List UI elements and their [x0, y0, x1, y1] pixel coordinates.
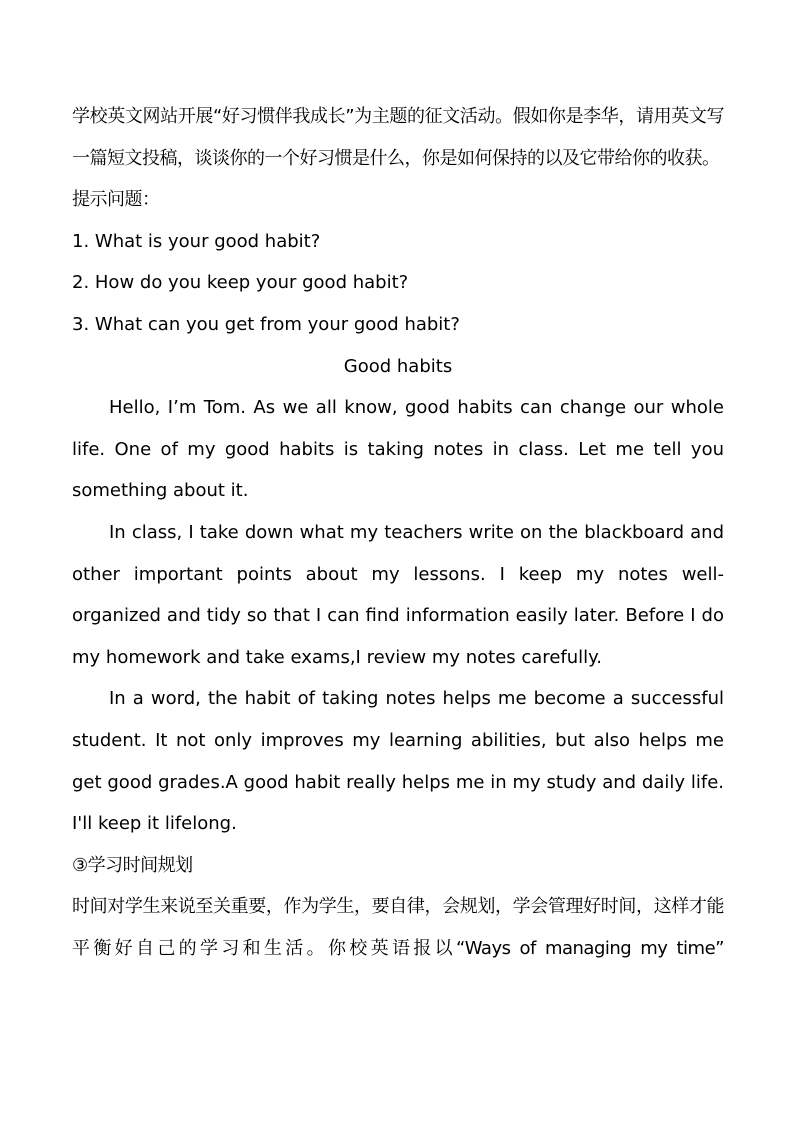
question-3: 3. What can you get from your good habit?	[72, 313, 460, 335]
document-page	[72, 96, 724, 969]
essay-paragraph-2: In class, I take down what my teachers write on the blackboard and other important points about my lessons. I keep my notes well-organized and tidy so that I can find information easily later. Before I do my homework and take exams,I review my notes carefully.	[72, 521, 724, 668]
section-3-text: 时间对学生来说至关重要，作为学生，要自律，会规划，学会管理好时间，这样才能平衡好自己的学习和生活。你校英语报以“Ways of managing my time”	[72, 896, 724, 959]
essay-paragraph-3: In a word, the habit of taking notes helps me become a successful student. It not only improves my learning abilities, but also helps me get good grades.A good habit really helps me in my study and daily life. I'll keep it lifelong.	[72, 688, 724, 835]
essay-paragraph-1: Hello, I’m Tom. As we all know, good habits can change our whole life. One of my good habits is taking notes in class. Let me tell you something about it.	[72, 397, 724, 502]
task-instructions: 学校英文网站开展“好习惯伴我成长”为主题的征文活动。假如你是李华，请用英文写一篇短文投稿，谈谈你的一个好习惯是什么，你是如何保持的以及它带给你的收获。	[72, 106, 724, 169]
prompt-label: 提示问题：	[72, 189, 160, 211]
essay-title: Good habits	[343, 355, 453, 377]
question-2: 2. How do you keep your good habit?	[72, 272, 409, 294]
section-3-heading: ③学习时间规划	[72, 854, 193, 876]
question-1: 1. What is your good habit?	[72, 230, 321, 252]
